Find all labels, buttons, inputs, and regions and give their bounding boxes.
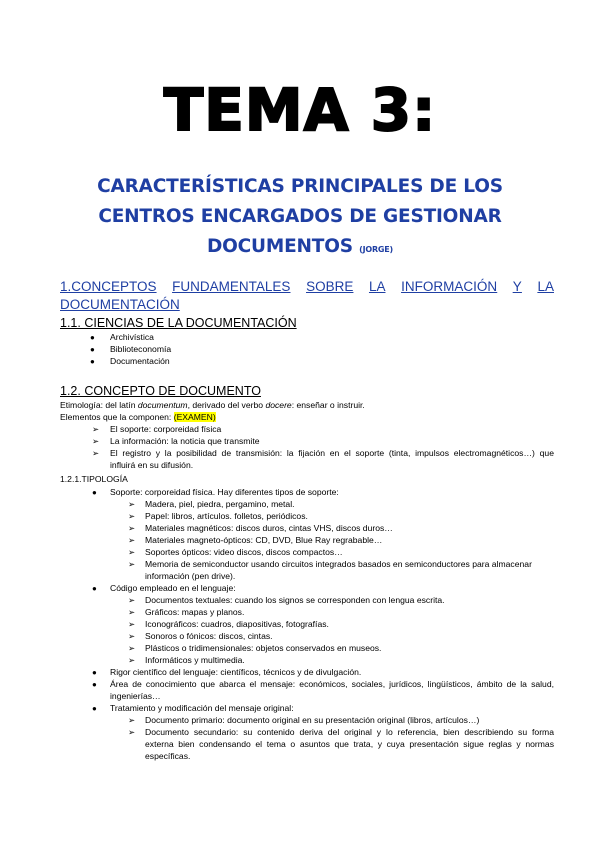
etymology-line bbox=[60, 400, 365, 412]
list-item: Plásticos o tridimensionales: objetos conservados en museos. bbox=[145, 643, 382, 653]
subtitle-line-3-text: DOCUMENTOS bbox=[206, 236, 353, 257]
arrow-bullet-icon: ➢ bbox=[128, 607, 136, 617]
list-item: Documentos textuales: cuando los signos se corresponden con lengua escrita. bbox=[145, 595, 445, 605]
h1-word: FUNDAMENTALES bbox=[172, 279, 291, 294]
etym-text: , derivado del verbo bbox=[187, 400, 266, 410]
subtitle bbox=[60, 172, 540, 265]
list-item-continuation: externa bien condensando el tema o asuntos que trata, y cuya presentación sigue reglas y normas bbox=[145, 739, 554, 749]
arrow-bullet-icon: ➢ bbox=[128, 523, 136, 533]
section-1-heading-line-2 bbox=[60, 296, 554, 314]
etym-latin-word: documentum bbox=[137, 400, 188, 410]
list-item: Soportes ópticos: video discos, discos compactos… bbox=[145, 547, 343, 557]
arrow-bullet-icon: ➢ bbox=[128, 511, 136, 521]
exam-highlight: (EXAMEN) bbox=[173, 412, 216, 422]
list-item: Sonoros o fónicos: discos, cintas. bbox=[145, 631, 273, 641]
list-item: Tratamiento y modificación del mensaje original: bbox=[110, 703, 294, 713]
arrow-bullet-icon: ➢ bbox=[92, 436, 100, 446]
arrow-bullet-icon: ➢ bbox=[128, 535, 136, 545]
list-item: Documentación bbox=[110, 356, 170, 366]
h1-word: SOBRE bbox=[306, 279, 354, 294]
etym-text: Etimología: del latín bbox=[60, 400, 138, 410]
main-title: TEMA 3: bbox=[163, 76, 437, 144]
list-item: Materiales magneto-ópticos: CD, DVD, Blue Ray regrabable… bbox=[145, 535, 383, 545]
arrow-bullet-icon: ➢ bbox=[128, 727, 136, 737]
subtitle-line-2: CENTROS ENCARGADOS DE GESTIONAR bbox=[98, 206, 502, 227]
list-item: Archivística bbox=[110, 332, 154, 342]
elements-intro-line bbox=[60, 412, 216, 424]
bullet-dot: ● bbox=[92, 704, 97, 713]
bullet-dot: ● bbox=[92, 584, 97, 593]
section-1-2-heading: 1.2. CONCEPTO DE DOCUMENTO bbox=[60, 384, 261, 398]
bullet-dot: ● bbox=[90, 357, 95, 366]
arrow-bullet-icon: ➢ bbox=[92, 424, 100, 434]
list-item: Memoria de semiconductor usando circuitos integrados basados en semiconductores para almacenar bbox=[145, 559, 532, 569]
arrow-bullet-icon: ➢ bbox=[128, 595, 136, 605]
bullet-dot: ● bbox=[92, 668, 97, 677]
list-item: Documento primario: documento original en su presentación original (libros, artículos…) bbox=[145, 715, 480, 725]
list-item-continuation: influirá en su difusión. bbox=[110, 460, 194, 470]
bullet-dot: ● bbox=[92, 488, 97, 497]
section-1-2-1-heading: 1.2.1.TIPOLOGÍA bbox=[60, 474, 128, 484]
h1-word: LA bbox=[537, 279, 554, 294]
list-item: Documento secundario: su contenido deriva del original y lo referencia, bien describiendo su forma bbox=[145, 727, 554, 737]
bullet-dot: ● bbox=[90, 345, 95, 354]
h1-line-2-text: DOCUMENTACIÓN bbox=[60, 297, 180, 312]
h1-word: Y bbox=[512, 279, 522, 294]
list-item: Rigor científico del lenguaje: científicos, técnicos y de divulgación. bbox=[110, 667, 362, 677]
list-item: Papel: libros, artículos. folletos, periódicos. bbox=[145, 511, 308, 521]
section-1-heading-line-1 bbox=[60, 278, 554, 296]
list-item: Materiales magnéticos: discos duros, cintas VHS, discos duros… bbox=[145, 523, 393, 533]
section-1-1-heading: 1.1. CIENCIAS DE LA DOCUMENTACIÓN bbox=[60, 316, 297, 330]
subtitle-line-1: CARACTERÍSTICAS PRINCIPALES DE LOS bbox=[97, 176, 503, 197]
arrow-bullet-icon: ➢ bbox=[128, 547, 136, 557]
list-item: El registro y la posibilidad de transmisión: la fijación en el soporte (tinta, impulsos electromagnéticos…) que bbox=[110, 448, 554, 458]
list-item: Madera, piel, piedra, pergamino, metal. bbox=[145, 499, 295, 509]
arrow-bullet-icon: ➢ bbox=[128, 655, 136, 665]
list-item: Soporte: corporeidad física. Hay diferentes tipos de soporte: bbox=[110, 487, 339, 497]
bullet-dot: ● bbox=[90, 333, 95, 342]
list-item: El soporte: corporeidad física bbox=[110, 424, 222, 434]
list-item-continuation: ingenierías… bbox=[110, 691, 161, 701]
h1-word: 1.CONCEPTOS bbox=[60, 279, 157, 294]
list-item: Código empleado en el lenguaje: bbox=[110, 583, 236, 593]
list-item: Informáticos y multimedia. bbox=[145, 655, 245, 665]
etym-verb: docere bbox=[265, 400, 292, 410]
author-tag: (JORGE) bbox=[359, 245, 394, 254]
h1-word: INFORMACIÓN bbox=[401, 279, 498, 294]
arrow-bullet-icon: ➢ bbox=[128, 643, 136, 653]
list-item-continuation: específicas. bbox=[145, 751, 191, 761]
list-item: Iconográficos: cuadros, diapositivas, fotografías. bbox=[145, 619, 329, 629]
arrow-bullet-icon: ➢ bbox=[128, 499, 136, 509]
arrow-bullet-icon: ➢ bbox=[92, 448, 100, 458]
arrow-bullet-icon: ➢ bbox=[128, 715, 136, 725]
etym-text: : enseñar o instruir. bbox=[291, 400, 365, 410]
list-item-continuation: información (pen drive). bbox=[145, 571, 236, 581]
list-item: La información: la noticia que transmite bbox=[110, 436, 260, 446]
list-item: Área de conocimiento que abarca el mensaje: económicos, sociales, jurídicos, lingüísticos, ámbito de la salud, bbox=[110, 679, 554, 689]
section-1-heading bbox=[60, 278, 554, 314]
arrow-bullet-icon: ➢ bbox=[128, 619, 136, 629]
arrow-bullet-icon: ➢ bbox=[128, 559, 136, 569]
elements-intro: Elementos que la componen: bbox=[60, 412, 174, 422]
list-item: Biblioteconomía bbox=[110, 344, 172, 354]
arrow-bullet-icon: ➢ bbox=[128, 631, 136, 641]
subtitle-line-3 bbox=[60, 232, 540, 265]
bullet-dot: ● bbox=[92, 680, 97, 689]
h1-word: LA bbox=[368, 279, 386, 294]
list-item: Gráficos: mapas y planos. bbox=[145, 607, 245, 617]
